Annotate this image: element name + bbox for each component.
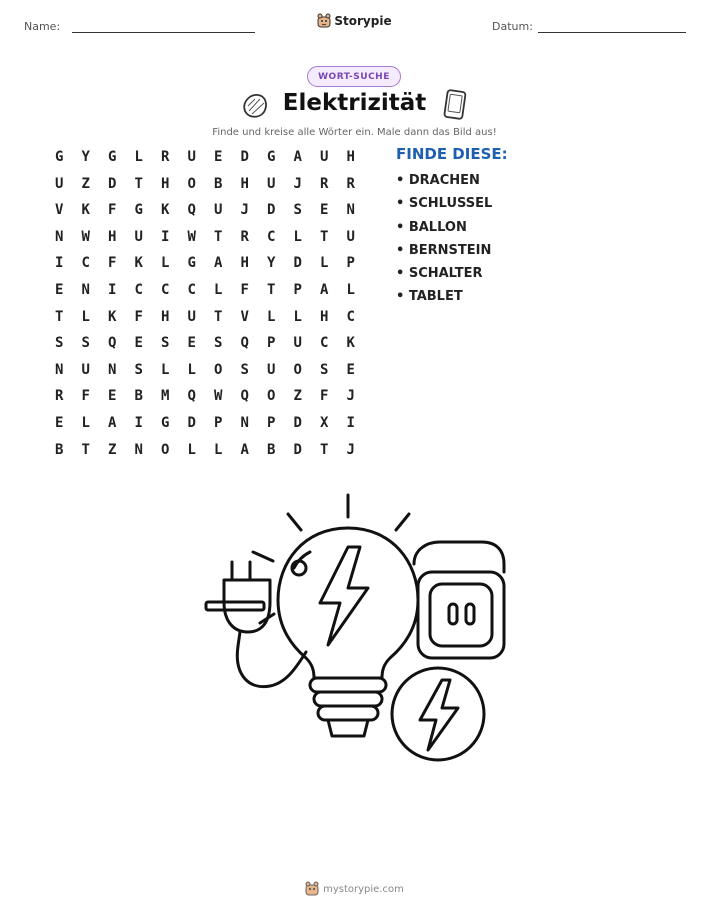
socket-hole <box>466 604 474 624</box>
grid-cell[interactable]: U <box>134 228 143 245</box>
grid-cell[interactable]: I <box>108 281 117 298</box>
grid-cell[interactable]: H <box>320 308 329 325</box>
grid-cell[interactable]: J <box>293 175 302 192</box>
instructions: Finde und kreise alle Wörter ein. Male dann das Bild aus! <box>212 127 497 138</box>
grid-cell[interactable]: R <box>240 228 249 245</box>
grid-cell[interactable]: L <box>187 361 196 378</box>
grid-cell[interactable]: F <box>320 388 329 405</box>
footer <box>0 881 709 896</box>
grid-cell[interactable]: C <box>320 335 329 352</box>
grid-cell[interactable]: L <box>214 441 223 458</box>
footer-url[interactable]: mystorypie.com <box>323 884 404 895</box>
grid-cell[interactable]: N <box>346 202 355 219</box>
grid-cell[interactable]: P <box>267 335 276 352</box>
grid-cell[interactable]: T <box>55 308 64 325</box>
grid-cell[interactable]: E <box>320 202 329 219</box>
grid-cell[interactable]: J <box>240 202 249 219</box>
light-ray <box>288 514 301 530</box>
bulb-base-ring <box>318 706 378 720</box>
grid-cell[interactable]: U <box>214 202 223 219</box>
grid-cell[interactable]: D <box>267 202 276 219</box>
grid-cell[interactable]: E <box>108 388 117 405</box>
lightbulb-coloring-illustration <box>200 490 510 775</box>
grid-cell[interactable]: N <box>134 441 143 458</box>
grid-row <box>46 383 364 410</box>
grid-cell[interactable]: S <box>161 335 170 352</box>
brand-logo <box>0 13 709 28</box>
grid-row <box>46 144 364 171</box>
grid-cell[interactable]: T <box>214 308 223 325</box>
grid-cell[interactable]: L <box>161 255 170 272</box>
grid-cell[interactable]: F <box>240 281 249 298</box>
grid-cell[interactable]: C <box>161 281 170 298</box>
grid-cell[interactable]: C <box>267 228 276 245</box>
grid-cell[interactable]: C <box>81 255 90 272</box>
grid-cell[interactable]: L <box>81 308 90 325</box>
grid-cell[interactable]: N <box>55 228 64 245</box>
grid-cell[interactable]: S <box>81 335 90 352</box>
grid-cell[interactable]: O <box>267 388 276 405</box>
grid-cell[interactable]: L <box>214 281 223 298</box>
grid-cell[interactable]: Z <box>81 175 90 192</box>
grid-cell[interactable]: I <box>346 414 355 431</box>
date-line <box>538 32 686 33</box>
bulb-base-tip <box>328 720 368 736</box>
socket-handle <box>414 542 504 572</box>
grid-cell[interactable]: S <box>134 361 143 378</box>
power-cord <box>237 632 306 687</box>
grid-cell[interactable]: S <box>214 335 223 352</box>
grid-cell[interactable]: R <box>346 175 355 192</box>
grid-cell[interactable]: Y <box>81 149 90 165</box>
grid-cell[interactable]: K <box>108 308 117 325</box>
grid-cell[interactable]: N <box>81 281 90 298</box>
grid-row <box>46 197 364 224</box>
storypie-mascot-icon <box>305 881 319 896</box>
grid-cell[interactable]: T <box>267 281 276 298</box>
grid-cell[interactable]: W <box>187 228 196 245</box>
grid-cell[interactable]: K <box>81 202 90 219</box>
word-item: • DRACHEN <box>396 173 480 188</box>
grid-cell[interactable]: R <box>55 388 64 405</box>
name-line <box>72 32 255 33</box>
plug-band <box>206 602 264 610</box>
grid-cell[interactable]: L <box>161 361 170 378</box>
grid-cell[interactable]: W <box>81 228 90 245</box>
grid-cell[interactable]: O <box>187 175 196 192</box>
grid-cell[interactable]: I <box>55 255 64 272</box>
grid-row <box>46 410 364 437</box>
bulb-base-ring <box>310 678 386 692</box>
grid-cell[interactable]: D <box>293 414 302 431</box>
grid-cell[interactable]: K <box>346 335 355 352</box>
lightbulb-glass <box>278 528 418 678</box>
grid-cell[interactable]: S <box>55 335 64 352</box>
grid-cell[interactable]: F <box>108 202 117 219</box>
grid-cell[interactable]: L <box>81 414 90 431</box>
grid-cell[interactable]: L <box>187 441 196 458</box>
grid-cell[interactable]: D <box>187 414 196 431</box>
grid-cell[interactable]: L <box>267 308 276 325</box>
grid-row <box>46 171 364 198</box>
grid-cell[interactable]: P <box>346 255 355 272</box>
grid-row <box>46 304 364 331</box>
grid-cell[interactable]: F <box>81 388 90 405</box>
grid-cell[interactable]: M <box>161 388 170 405</box>
brand-name: Storypie <box>334 14 392 28</box>
grid-cell[interactable]: L <box>293 308 302 325</box>
grid-cell[interactable]: E <box>187 335 196 352</box>
grid-cell[interactable]: H <box>240 175 249 192</box>
grid-cell[interactable]: O <box>293 361 302 378</box>
grid-cell[interactable]: D <box>293 441 302 458</box>
grid-cell[interactable]: N <box>240 414 249 431</box>
grid-cell[interactable]: P <box>267 414 276 431</box>
grid-row <box>46 250 364 277</box>
grid-cell[interactable]: G <box>108 149 117 165</box>
grid-cell[interactable]: H <box>161 175 170 192</box>
grid-cell[interactable]: T <box>214 228 223 245</box>
grid-cell[interactable]: U <box>320 149 329 165</box>
grid-cell[interactable]: I <box>161 228 170 245</box>
grid-cell[interactable]: A <box>293 149 302 165</box>
grid-cell[interactable]: H <box>240 255 249 272</box>
grid-cell[interactable]: U <box>187 308 196 325</box>
grid-cell[interactable]: N <box>55 361 64 378</box>
grid-cell[interactable]: L <box>293 228 302 245</box>
grid-cell[interactable]: D <box>108 175 117 192</box>
grid-cell[interactable]: P <box>214 414 223 431</box>
grid-cell[interactable]: C <box>187 281 196 298</box>
grid-cell[interactable]: K <box>134 255 143 272</box>
grid-cell[interactable]: R <box>161 149 170 165</box>
page-title: Elektrizität <box>282 90 427 116</box>
grid-cell[interactable]: U <box>187 149 196 165</box>
grid-cell[interactable]: B <box>214 175 223 192</box>
grid-cell[interactable]: B <box>267 441 276 458</box>
grid-cell[interactable]: V <box>55 202 64 219</box>
grid-cell[interactable]: U <box>267 175 276 192</box>
grid-cell[interactable]: Q <box>240 335 249 352</box>
grid-cell[interactable]: K <box>161 202 170 219</box>
grid-cell[interactable]: F <box>134 308 143 325</box>
energy-circle <box>392 668 484 760</box>
grid-cell[interactable]: P <box>293 281 302 298</box>
grid-cell[interactable]: Q <box>187 388 196 405</box>
socket-face <box>430 584 492 646</box>
word-item: • BALLON <box>396 219 467 235</box>
grid-cell[interactable]: S <box>293 202 302 219</box>
grid-cell[interactable]: B <box>55 441 64 458</box>
grid-cell[interactable]: O <box>214 361 223 378</box>
grid-cell[interactable]: E <box>214 149 223 165</box>
grid-cell[interactable]: X <box>320 414 329 431</box>
word-item: • TABLET <box>396 289 463 305</box>
grid-cell[interactable]: T <box>320 441 329 458</box>
grid-cell[interactable]: U <box>55 175 64 192</box>
bulb-base-ring <box>314 692 382 706</box>
grid-cell[interactable]: G <box>161 414 170 431</box>
grid-cell[interactable]: U <box>81 361 90 378</box>
grid-cell[interactable]: Q <box>240 388 249 405</box>
bolt-icon <box>320 547 368 645</box>
grid-cell[interactable]: F <box>108 255 117 272</box>
grid-cell[interactable]: Z <box>293 388 302 405</box>
grid-cell[interactable]: T <box>320 228 329 245</box>
grid-cell[interactable]: C <box>346 308 355 325</box>
word-list-title: FINDE DIESE: <box>396 145 508 163</box>
grid-cell[interactable]: U <box>267 361 276 378</box>
word-item: • BERNSTEIN <box>396 242 492 258</box>
grid-cell[interactable]: H <box>108 228 117 245</box>
grid-cell[interactable]: T <box>134 175 143 192</box>
grid-cell[interactable]: D <box>240 149 249 165</box>
grid-cell[interactable]: G <box>187 255 196 272</box>
grid-cell[interactable]: A <box>108 414 117 431</box>
grid-cell[interactable]: A <box>240 441 249 458</box>
grid-row <box>46 357 364 384</box>
word-search-badge: WORT-SUCHE <box>307 66 401 87</box>
grid-cell[interactable]: I <box>134 414 143 431</box>
grid-cell[interactable]: O <box>161 441 170 458</box>
name-label: Name: <box>24 20 61 33</box>
grid-cell[interactable]: A <box>320 281 329 298</box>
bolt-icon <box>420 680 458 750</box>
date-label: Datum: <box>492 20 533 33</box>
word-item: • SCHALTER <box>396 266 483 282</box>
grid-cell[interactable]: L <box>346 281 355 298</box>
grid-cell[interactable]: G <box>55 149 64 165</box>
grid-cell[interactable]: L <box>134 149 143 165</box>
grid-cell[interactable]: H <box>346 149 355 165</box>
grid-cell[interactable]: A <box>214 255 223 272</box>
grid-cell[interactable]: Q <box>108 335 117 352</box>
grid-cell[interactable]: S <box>240 361 249 378</box>
grid-cell[interactable]: B <box>134 388 143 405</box>
grid-cell[interactable]: R <box>320 175 329 192</box>
grid-cell[interactable]: G <box>134 202 143 219</box>
grid-cell[interactable]: H <box>161 308 170 325</box>
grid-cell[interactable]: T <box>81 441 90 458</box>
grid-cell[interactable]: J <box>346 388 355 405</box>
grid-cell[interactable]: V <box>240 308 249 325</box>
light-ray <box>253 552 273 561</box>
grid-cell[interactable]: N <box>108 361 117 378</box>
grid-row <box>46 330 364 357</box>
grid-cell[interactable]: D <box>293 255 302 272</box>
grid-row <box>46 277 364 304</box>
socket-hole <box>449 604 457 624</box>
grid-cell[interactable]: U <box>346 228 355 245</box>
grid-cell[interactable]: U <box>293 335 302 352</box>
word-list <box>396 169 492 309</box>
grid-cell[interactable]: L <box>320 255 329 272</box>
grid-cell[interactable]: Z <box>108 441 117 458</box>
grid-cell[interactable]: C <box>134 281 143 298</box>
grid-cell[interactable]: E <box>134 335 143 352</box>
light-ray <box>396 514 409 530</box>
storypie-mascot-icon <box>317 13 331 28</box>
letter-grid <box>46 144 364 463</box>
grid-cell[interactable]: Q <box>187 202 196 219</box>
grid-row <box>46 224 364 251</box>
grid-cell[interactable]: E <box>55 281 64 298</box>
grid-cell[interactable]: E <box>55 414 64 431</box>
grid-cell[interactable]: W <box>214 388 223 405</box>
grid-row <box>46 437 364 464</box>
grid-cell[interactable]: J <box>346 441 355 458</box>
grid-cell[interactable]: G <box>267 149 276 165</box>
grid-cell[interactable]: S <box>320 361 329 378</box>
grid-cell[interactable]: E <box>346 361 355 378</box>
tablet-icon <box>442 89 468 121</box>
word-item: • SCHLUSSEL <box>396 196 493 212</box>
grid-cell[interactable]: Y <box>267 255 276 272</box>
